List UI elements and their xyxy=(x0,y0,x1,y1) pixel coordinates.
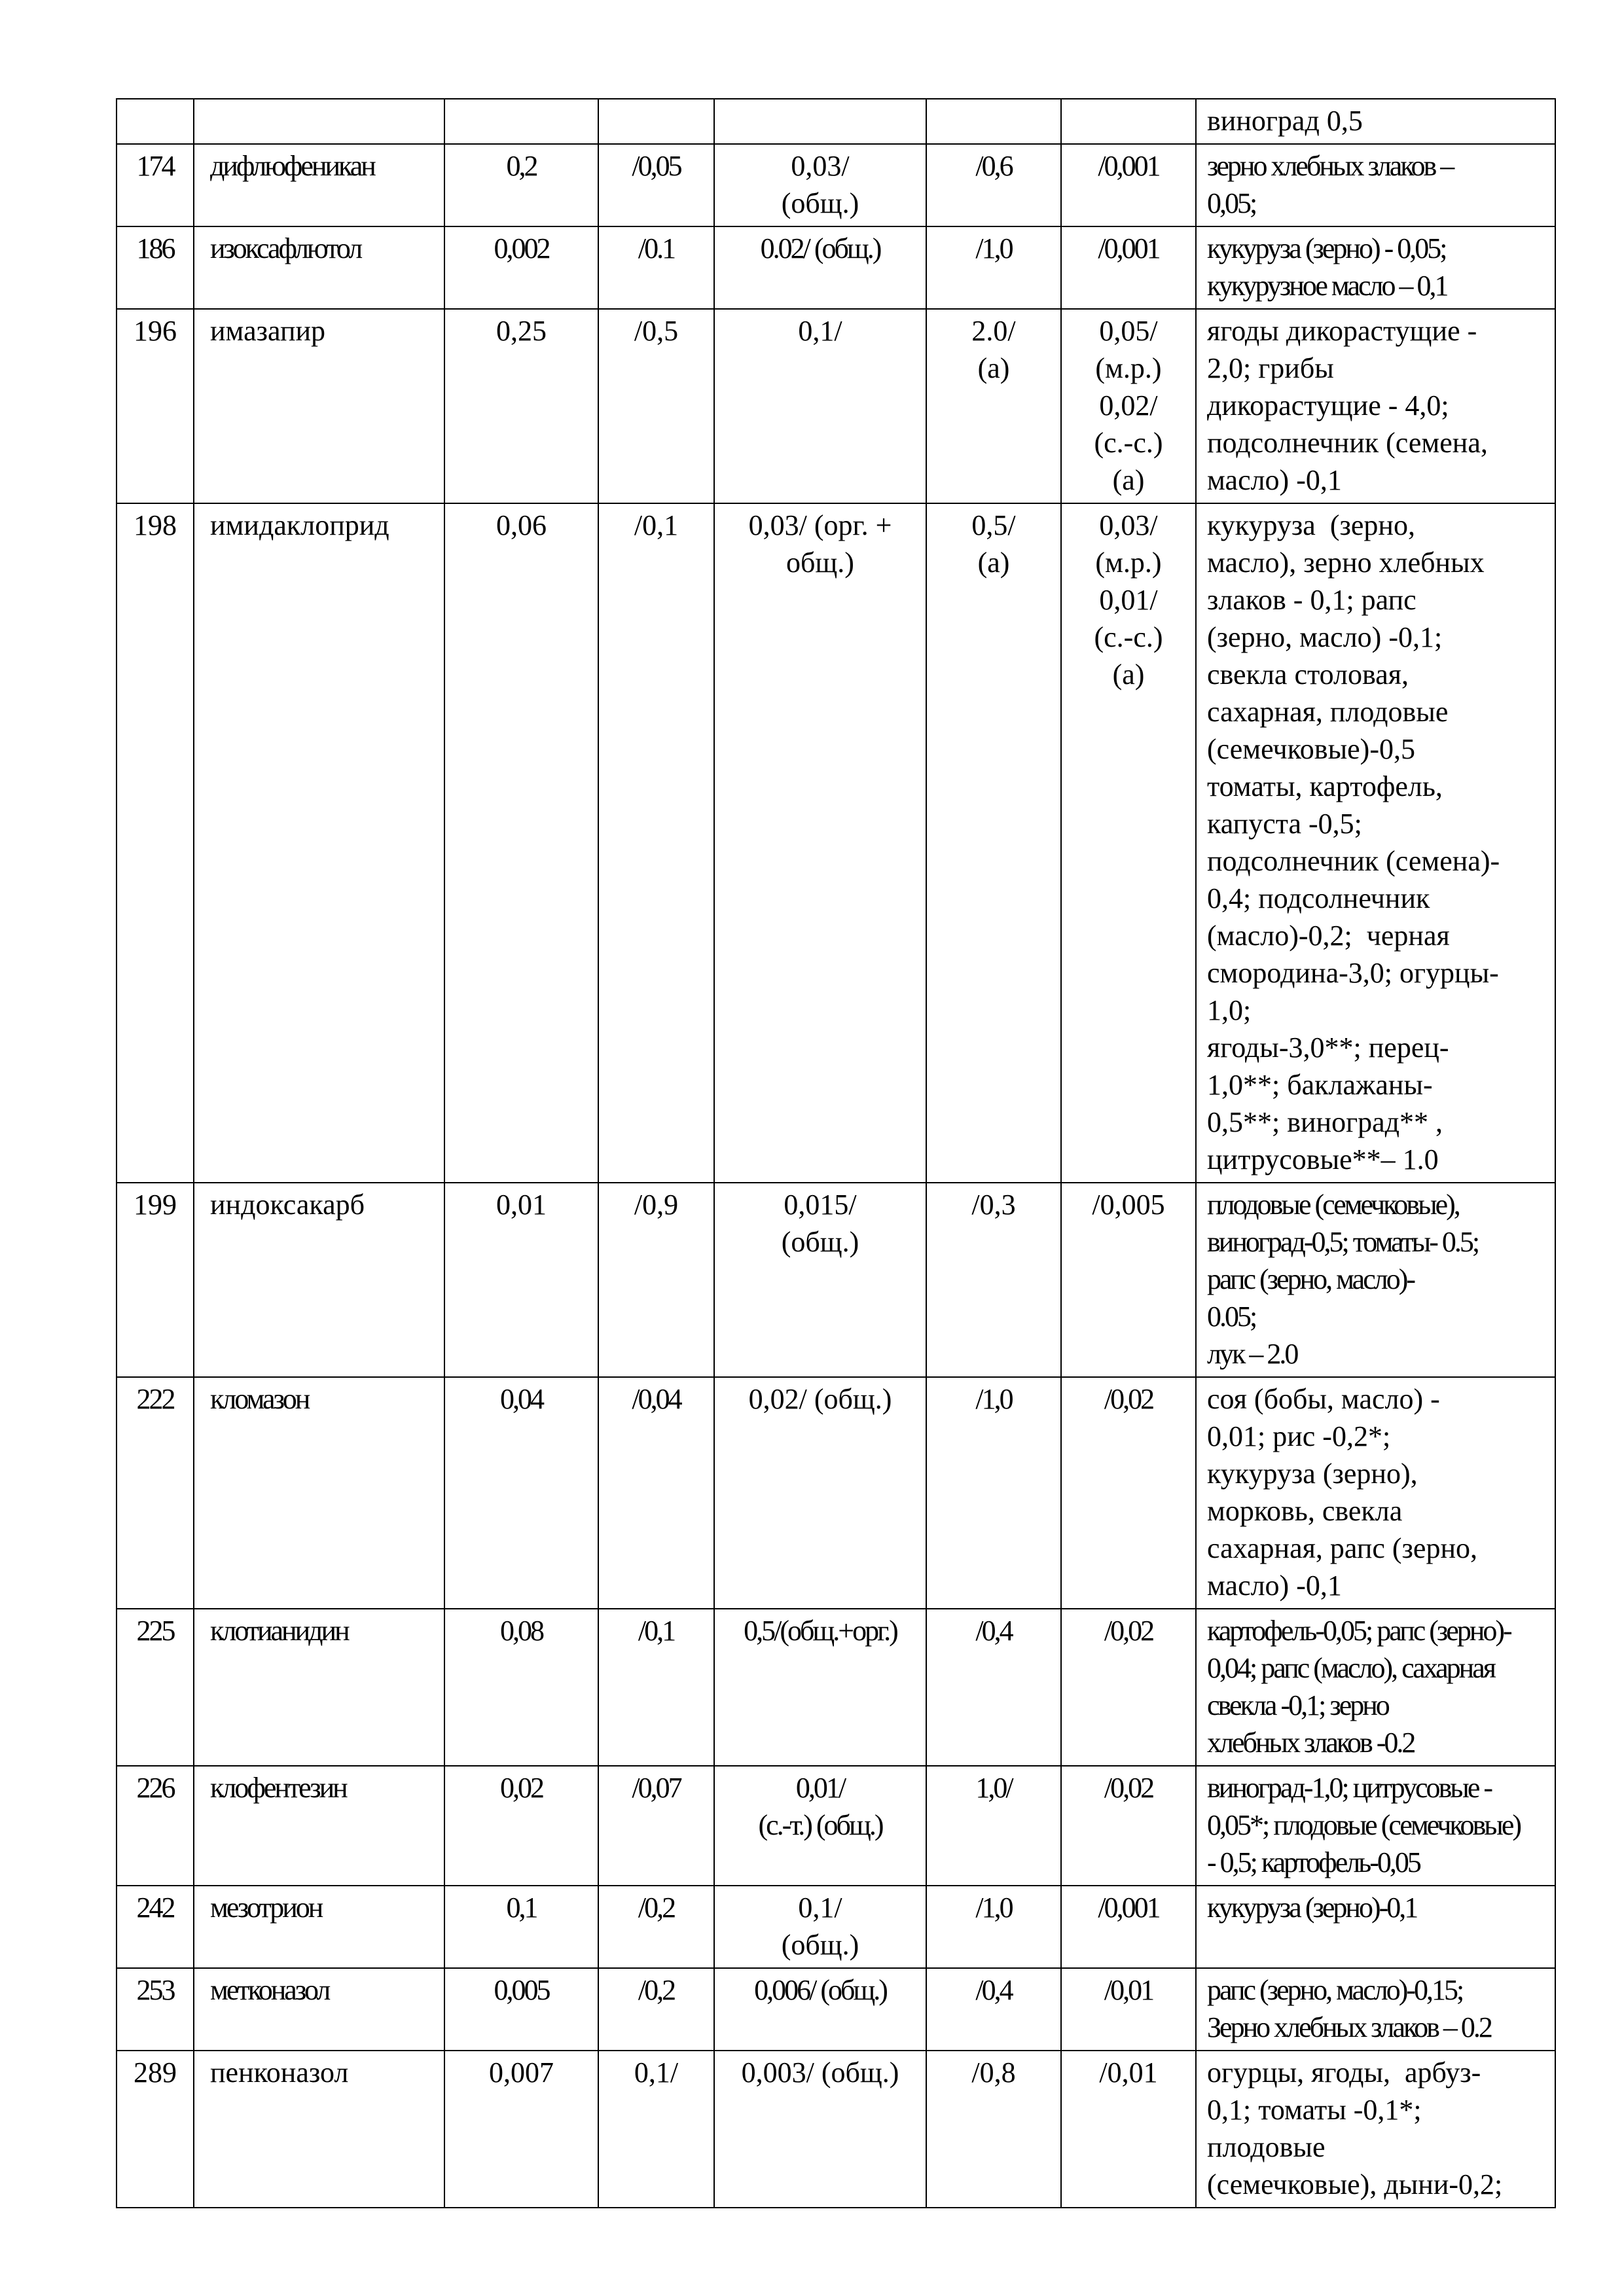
table-body xyxy=(117,99,1555,2208)
value-cell-4: /0,3 xyxy=(926,1183,1061,1377)
value-cell-4: /0,8 xyxy=(926,2051,1061,2208)
value-cell-5: /0,01 xyxy=(1061,2051,1196,2208)
table-row xyxy=(117,2051,1555,2208)
value-cell-5: 0,03/ (м.р.) 0,01/ (с.-с.) (а) xyxy=(1061,503,1196,1183)
value-cell-3: 0,02/ (общ.) xyxy=(714,1377,926,1609)
table-row xyxy=(117,144,1555,226)
value-cell-2: 0,1/ xyxy=(598,2051,714,2208)
value-cell-2: /0.1 xyxy=(598,226,714,309)
value-cell-5: /0,001 xyxy=(1061,1886,1196,1968)
value-cell-5 xyxy=(1061,99,1196,144)
crops-note-cell: кукуруза (зерно, масло), зерно хлебных злаков - 0,1; рапс (зерно, масло) -0,1; свекла столовая, сахарная, плодовые (семечковые)-0,5 томаты, картофель, капуста -0,5; подсолнечник (семена)- 0,4; подсолнечник (масло)-0,2; черная смородина-3,0; огурцы- 1,0; ягоды-3,0**; перец- 1,0**; баклажаны- 0,5**; виноград** , цитрусовые**– 1.0 xyxy=(1196,503,1555,1183)
value-cell-1: 0,02 xyxy=(444,1766,598,1886)
value-cell-1: 0,2 xyxy=(444,144,598,226)
value-cell-4: 0,5/ (а) xyxy=(926,503,1061,1183)
value-cell-2: /0,9 xyxy=(598,1183,714,1377)
value-cell-4: /1,0 xyxy=(926,1886,1061,1968)
value-cell-2: /0,05 xyxy=(598,144,714,226)
substance-name-cell: имидаклоприд xyxy=(194,503,444,1183)
value-cell-2: /0,1 xyxy=(598,503,714,1183)
crops-note-cell: кукуруза (зерно)-0,1 xyxy=(1196,1886,1555,1968)
crops-note-cell: виноград-1,0; цитрусовые - 0,05*; плодовые (семечковые) - 0,5; картофель-0,05 xyxy=(1196,1766,1555,1886)
substance-name-cell: индоксакарб xyxy=(194,1183,444,1377)
value-cell-1: 0,25 xyxy=(444,309,598,503)
substance-name-cell: пенконазол xyxy=(194,2051,444,2208)
table-row xyxy=(117,1886,1555,1968)
substance-name-cell: кломазон xyxy=(194,1377,444,1609)
pesticide-table xyxy=(116,98,1556,2208)
crops-note-cell: ягоды дикорастущие - 2,0; грибы дикорастущие - 4,0; подсолнечник (семена, масло) -0,1 xyxy=(1196,309,1555,503)
substance-name-cell: мезотрион xyxy=(194,1886,444,1968)
table-row xyxy=(117,309,1555,503)
row-number-cell: 242 xyxy=(117,1886,194,1968)
value-cell-4: /0,4 xyxy=(926,1609,1061,1766)
substance-name-cell: метконазол xyxy=(194,1968,444,2051)
value-cell-3: 0,03/ (орг. + общ.) xyxy=(714,503,926,1183)
value-cell-1: 0,005 xyxy=(444,1968,598,2051)
value-cell-2: /0,04 xyxy=(598,1377,714,1609)
table-row xyxy=(117,226,1555,309)
value-cell-3: 0,003/ (общ.) xyxy=(714,2051,926,2208)
value-cell-3: 0,03/ (общ.) xyxy=(714,144,926,226)
row-number-cell: 196 xyxy=(117,309,194,503)
row-number-cell: 198 xyxy=(117,503,194,1183)
value-cell-5: /0,02 xyxy=(1061,1766,1196,1886)
crops-note-cell: кукуруза (зерно) - 0,05; кукурузное масло – 0,1 xyxy=(1196,226,1555,309)
substance-name-cell: дифлюфеникан xyxy=(194,144,444,226)
value-cell-5: /0,001 xyxy=(1061,144,1196,226)
value-cell-2: /0,07 xyxy=(598,1766,714,1886)
crops-note-cell: зерно хлебных злаков – 0,05; xyxy=(1196,144,1555,226)
value-cell-5: /0,001 xyxy=(1061,226,1196,309)
row-number-cell: 253 xyxy=(117,1968,194,2051)
value-cell-2 xyxy=(598,99,714,144)
value-cell-2: /0,1 xyxy=(598,1609,714,1766)
crops-note-cell: рапс (зерно, масло)-0,15; Зерно хлебных злаков – 0.2 xyxy=(1196,1968,1555,2051)
value-cell-1: 0,06 xyxy=(444,503,598,1183)
row-number-cell: 199 xyxy=(117,1183,194,1377)
value-cell-4: /1,0 xyxy=(926,226,1061,309)
row-number-cell: 225 xyxy=(117,1609,194,1766)
table-row xyxy=(117,99,1555,144)
row-number-cell: 222 xyxy=(117,1377,194,1609)
value-cell-5: /0,02 xyxy=(1061,1377,1196,1609)
substance-name-cell: имазапир xyxy=(194,309,444,503)
value-cell-1: 0,007 xyxy=(444,2051,598,2208)
row-number-cell: 289 xyxy=(117,2051,194,2208)
row-number-cell: 186 xyxy=(117,226,194,309)
crops-note-cell: соя (бобы, масло) - 0,01; рис -0,2*; кукуруза (зерно), морковь, свекла сахарная, рапс (зерно, масло) -0,1 xyxy=(1196,1377,1555,1609)
value-cell-4: /0,4 xyxy=(926,1968,1061,2051)
row-number-cell xyxy=(117,99,194,144)
substance-name-cell: изоксафлютол xyxy=(194,226,444,309)
value-cell-3: 0,015/ (общ.) xyxy=(714,1183,926,1377)
crops-note-cell: виноград 0,5 xyxy=(1196,99,1555,144)
value-cell-1: 0,04 xyxy=(444,1377,598,1609)
value-cell-5: /0,01 xyxy=(1061,1968,1196,2051)
table-row xyxy=(117,1377,1555,1609)
table-row xyxy=(117,1968,1555,2051)
value-cell-1: 0,01 xyxy=(444,1183,598,1377)
value-cell-5: /0,02 xyxy=(1061,1609,1196,1766)
row-number-cell: 226 xyxy=(117,1766,194,1886)
table-row xyxy=(117,1609,1555,1766)
value-cell-2: /0,2 xyxy=(598,1968,714,2051)
value-cell-5: 0,05/ (м.р.) 0,02/ (с.-с.) (а) xyxy=(1061,309,1196,503)
value-cell-3: 0,5/(общ.+орг.) xyxy=(714,1609,926,1766)
table-row xyxy=(117,1183,1555,1377)
value-cell-4 xyxy=(926,99,1061,144)
crops-note-cell: плодовые (семечковые), виноград-0,5; томаты- 0.5; рапс (зерно, масло)- 0.05; лук – 2.0 xyxy=(1196,1183,1555,1377)
substance-name-cell: клофентезин xyxy=(194,1766,444,1886)
value-cell-4: /0,6 xyxy=(926,144,1061,226)
value-cell-4: 1,0/ xyxy=(926,1766,1061,1886)
substance-name-cell xyxy=(194,99,444,144)
value-cell-3: 0,1/ xyxy=(714,309,926,503)
value-cell-1 xyxy=(444,99,598,144)
value-cell-1: 0,1 xyxy=(444,1886,598,1968)
value-cell-4: 2.0/ (а) xyxy=(926,309,1061,503)
table-row xyxy=(117,503,1555,1183)
row-number-cell: 174 xyxy=(117,144,194,226)
substance-name-cell: клотианидин xyxy=(194,1609,444,1766)
crops-note-cell: огурцы, ягоды, арбуз- 0,1; томаты -0,1*; плодовые (семечковые), дыни-0,2; xyxy=(1196,2051,1555,2208)
value-cell-2: /0,5 xyxy=(598,309,714,503)
value-cell-1: 0,08 xyxy=(444,1609,598,1766)
value-cell-4: /1,0 xyxy=(926,1377,1061,1609)
value-cell-3: 0,01/ (с.-т.) (общ.) xyxy=(714,1766,926,1886)
value-cell-3: 0.02/ (общ.) xyxy=(714,226,926,309)
table-row xyxy=(117,1766,1555,1886)
crops-note-cell: картофель-0,05; рапс (зерно)- 0,04; рапс (масло), сахарная свекла -0,1; зерно хлебных злаков -0.2 xyxy=(1196,1609,1555,1766)
value-cell-3: 0,006/ (общ.) xyxy=(714,1968,926,2051)
value-cell-5: /0,005 xyxy=(1061,1183,1196,1377)
value-cell-1: 0,002 xyxy=(444,226,598,309)
value-cell-3 xyxy=(714,99,926,144)
value-cell-2: /0,2 xyxy=(598,1886,714,1968)
value-cell-3: 0,1/ (общ.) xyxy=(714,1886,926,1968)
